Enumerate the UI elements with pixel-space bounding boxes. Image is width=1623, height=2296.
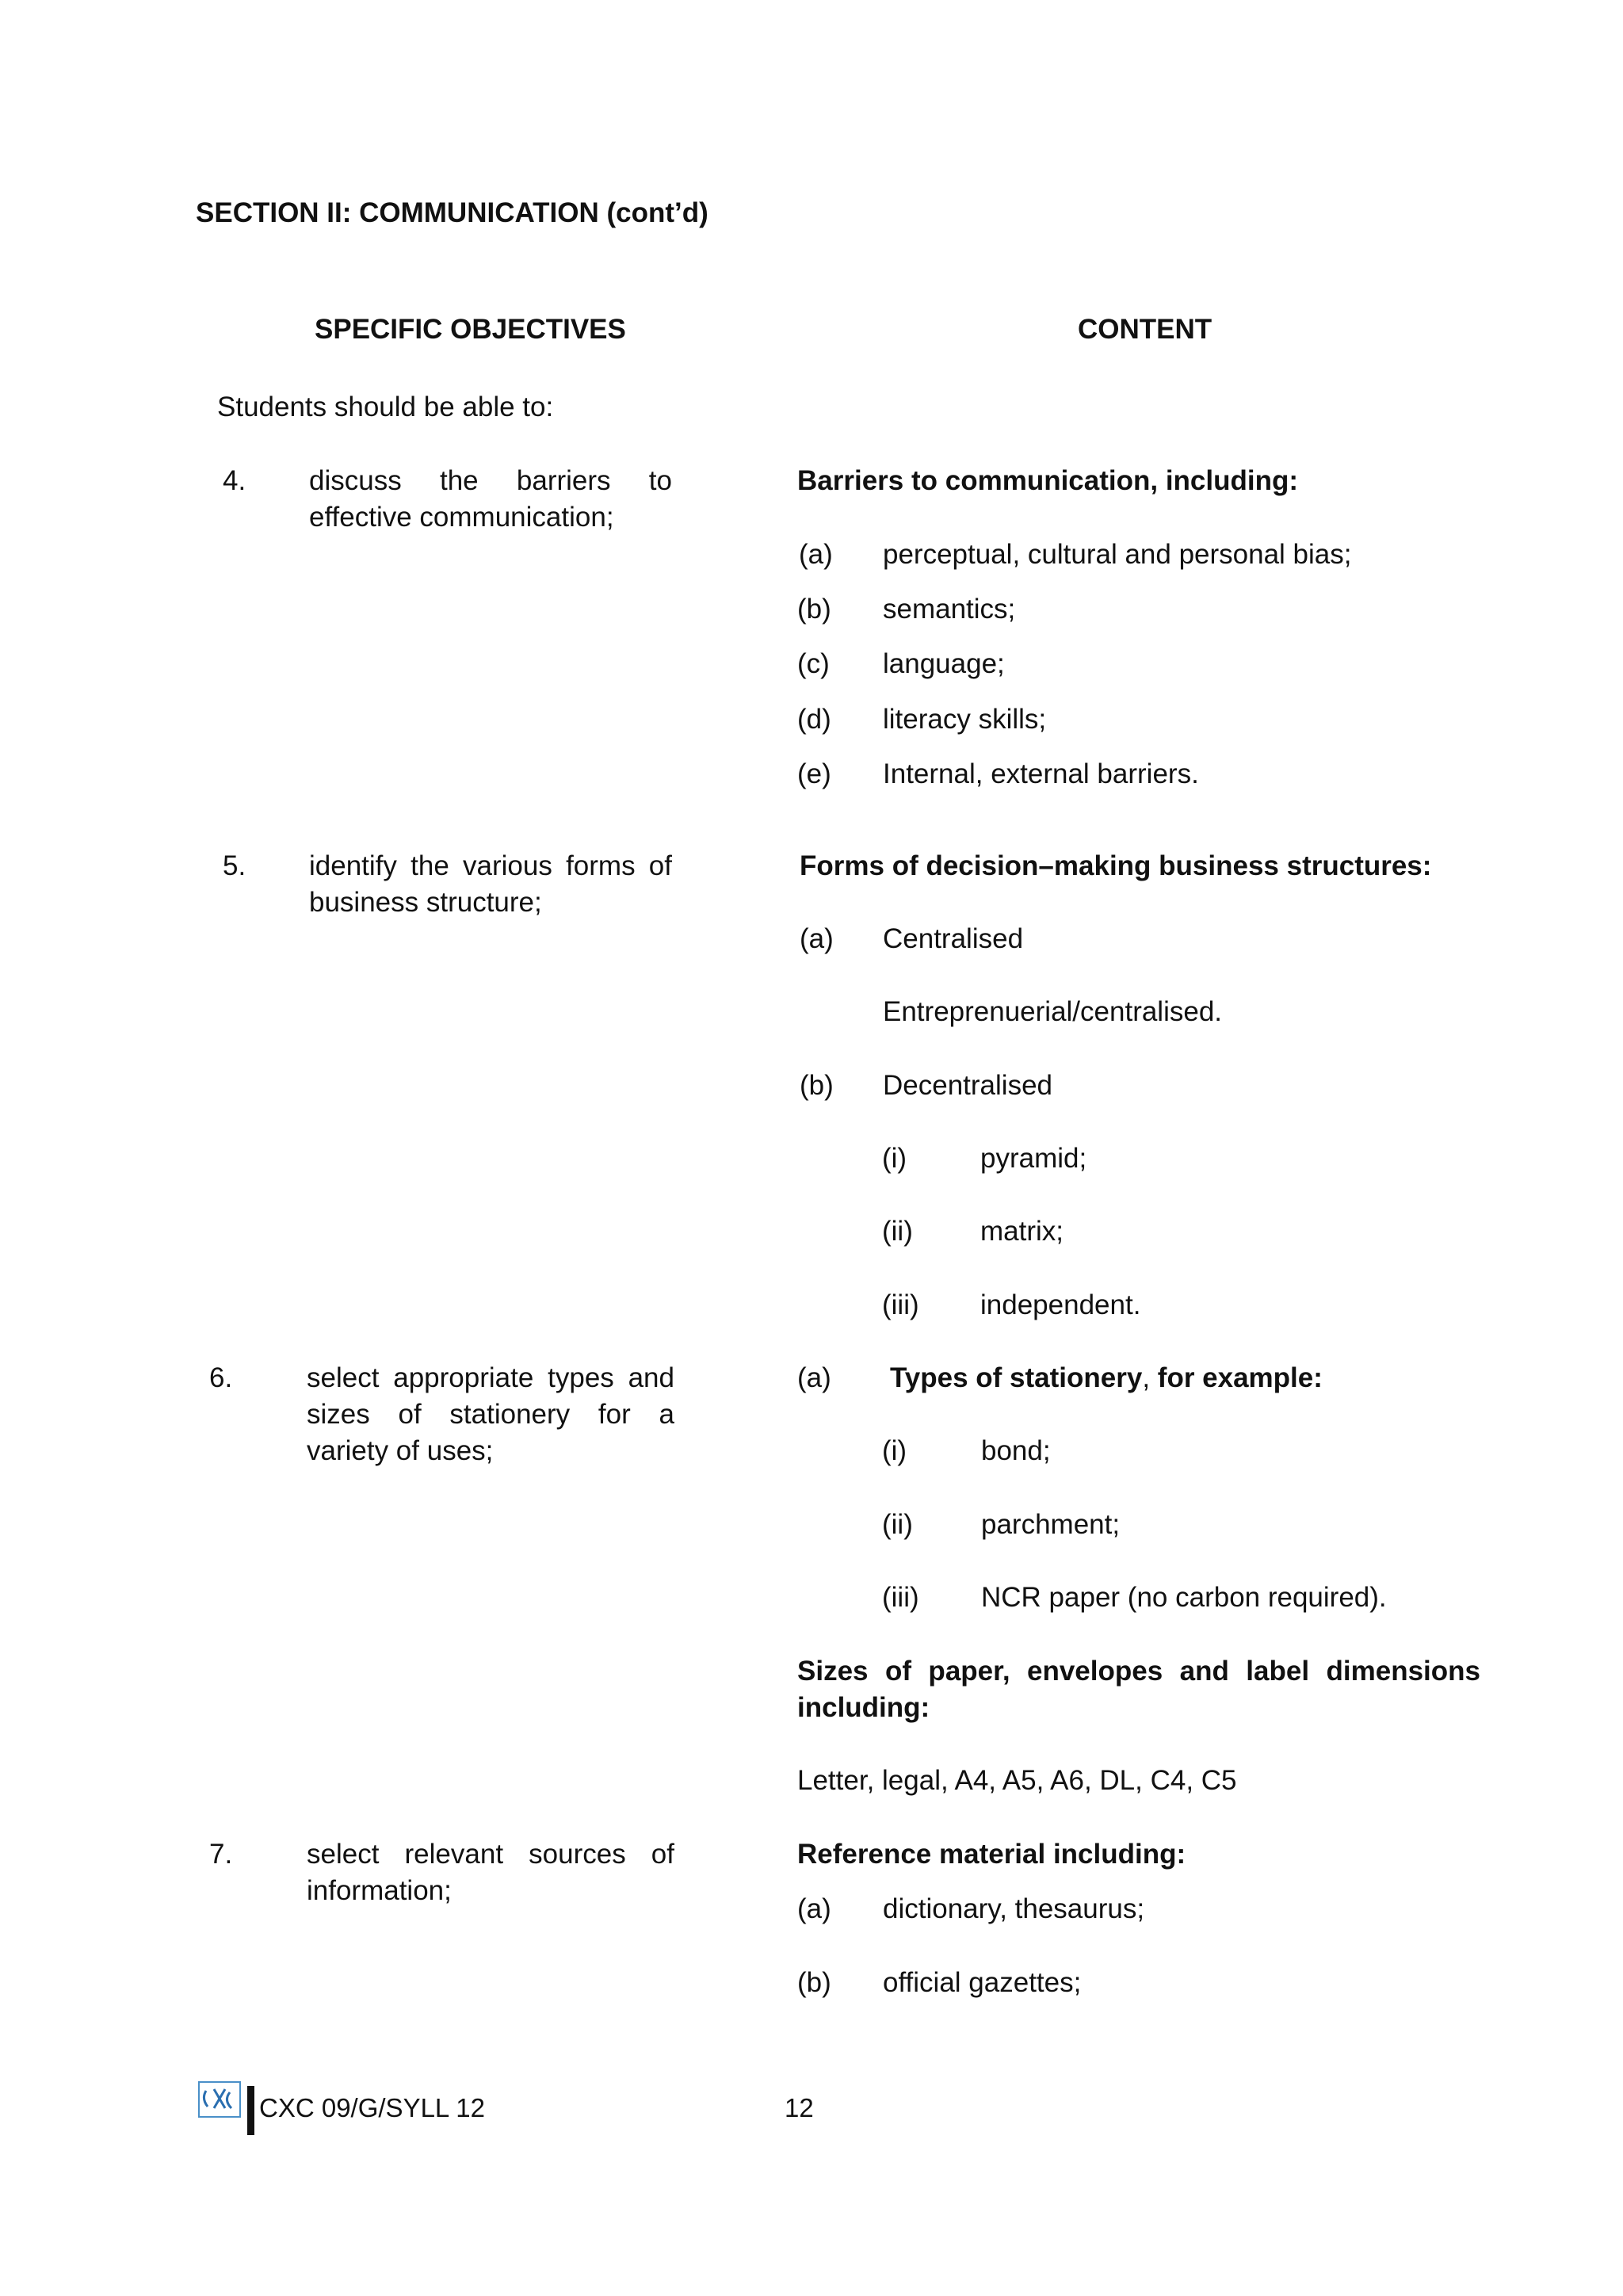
objectives-header: SPECIFIC OBJECTIVES [315,314,626,345]
sublist-label: (iii) [882,1582,919,1613]
list-item: Decentralised [883,1070,1052,1101]
sublist-item: bond; [981,1435,1051,1466]
sublist-label: (ii) [882,1216,913,1247]
intro-text: Students should be able to: [217,392,554,422]
footer-divider [247,2086,254,2135]
list-label: (a) [797,1893,831,1924]
list-item: dictionary, thesaurus; [883,1893,1145,1924]
objective-text: effective communication; [309,502,614,533]
list-label: (c) [797,648,830,679]
sublist-label: (iii) [882,1289,919,1320]
list-item: semantics; [883,594,1016,625]
list-item: language; [883,648,1005,679]
list-label: (d) [797,704,831,735]
objective-number: 5. [223,850,246,881]
objective-number: 4. [223,465,246,496]
list-item: literacy skills; [883,704,1047,735]
content-heading: Forms of decision–making business structures: [800,850,1432,881]
list-label: (b) [797,1967,831,1998]
sublist-item: independent. [980,1289,1141,1320]
objective-text: select relevant sources of [307,1839,674,1870]
list-item: Centralised [883,923,1024,954]
list-item: Entreprenuerial/centralised. [883,996,1223,1027]
objective-text: select appropriate types and [307,1362,674,1393]
sublist-item: NCR paper (no carbon required). [981,1582,1387,1613]
list-label: (a) [800,923,834,954]
sublist-label: (ii) [882,1509,913,1540]
content-heading: Reference material including: [797,1839,1186,1870]
page-number: 12 [785,2093,814,2122]
list-item: perceptual, cultural and personal bias; [883,539,1352,570]
list-label: (a) [797,1362,831,1393]
list-item: Internal, external barriers. [883,758,1199,789]
sublist-label: (i) [882,1143,907,1174]
sublist-item: matrix; [980,1216,1064,1247]
cxc-logo-icon [198,2081,241,2118]
section-title: SECTION II: COMMUNICATION (cont’d) [196,197,708,228]
objective-number: 7. [209,1839,233,1870]
sizes-text: Letter, legal, A4, A5, A6, DL, C4, C5 [797,1765,1237,1796]
list-item: official gazettes; [883,1967,1082,1998]
content-heading: Sizes of paper, envelopes and label dimensions [797,1656,1480,1687]
objective-text: discuss the barriers to [309,465,672,496]
objective-text: variety of uses; [307,1435,494,1466]
sublist-item: pyramid; [980,1143,1087,1174]
content-heading: Barriers to communication, including: [797,465,1299,496]
list-label: (b) [800,1070,834,1101]
objective-text: business structure; [309,887,542,918]
objective-text: sizes of stationery for a [307,1399,674,1430]
objective-text: identify the various forms of [309,850,672,881]
sublist-item: parchment; [981,1509,1121,1540]
list-label: (e) [797,758,831,789]
content-heading: Types of stationery, for example: [890,1362,1323,1393]
footer-code: CXC 09/G/SYLL 12 [259,2093,485,2122]
list-label: (a) [799,539,833,570]
objective-number: 6. [209,1362,233,1393]
list-label: (b) [797,594,831,625]
content-heading: including: [797,1692,930,1723]
objective-text: information; [307,1875,452,1906]
sublist-label: (i) [882,1435,907,1466]
content-header: CONTENT [1078,314,1212,345]
